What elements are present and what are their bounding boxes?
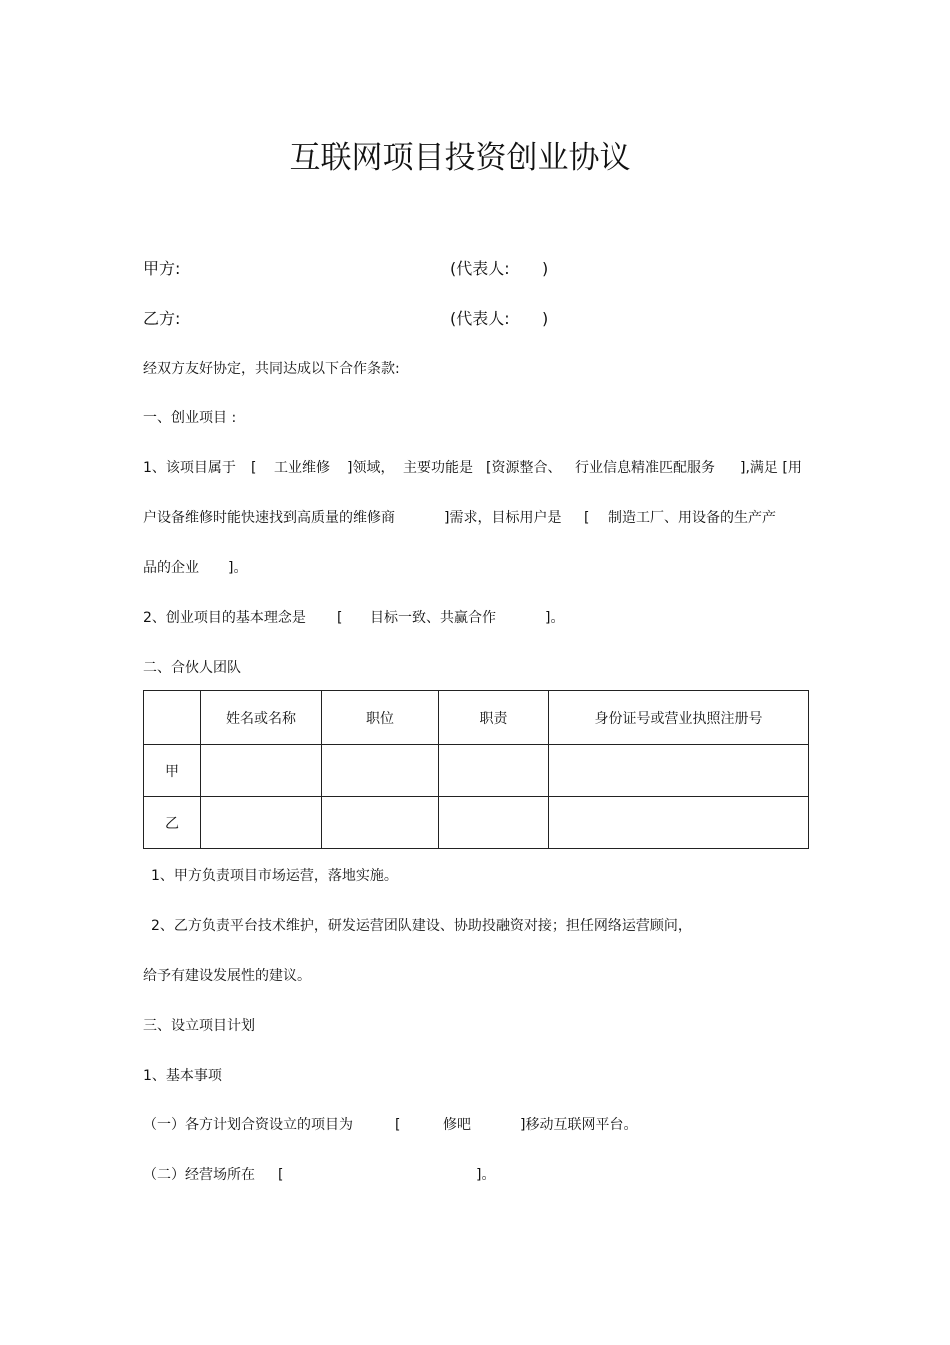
- table-row: [144, 745, 809, 797]
- target-users-field: 品的企业: [143, 560, 199, 576]
- party-b-rep-close: ): [542, 309, 549, 328]
- need-field: 户设备维修时能快速找到高质量的维修商: [143, 510, 395, 526]
- partner-table: [143, 690, 809, 849]
- table-header-cell: 职责: [439, 691, 549, 745]
- plan-item-2: （二）经营场所在: [143, 1167, 255, 1183]
- table-cell: [549, 797, 809, 849]
- item-1-text: ]需求，目标用户是: [444, 510, 562, 526]
- party-b-rep-label: (代表人:: [450, 309, 510, 328]
- table-header-cell: [144, 691, 201, 745]
- section-1-heading: 一、创业项目 :: [143, 410, 237, 426]
- item-1-text: 1、该项目属于: [143, 460, 236, 476]
- table-cell: [439, 797, 549, 849]
- philosophy-field: 目标一致、共赢合作: [370, 610, 496, 626]
- bracket-open: [: [337, 610, 343, 626]
- plan-item-1: （一）各方计划合资设立的项目为: [143, 1117, 353, 1133]
- party-b-label: 乙方:: [143, 309, 181, 328]
- document-title: 互联网项目投资创业协议: [289, 140, 631, 176]
- table-cell: [322, 745, 439, 797]
- table-header-cell: 身份证号或营业执照注册号: [549, 691, 809, 745]
- table-cell: [549, 745, 809, 797]
- table-cell: [201, 745, 322, 797]
- item-1-text: ]领域，: [347, 460, 395, 476]
- basic-matters-heading: 1、基本事项: [143, 1068, 222, 1084]
- project-name-field: 修吧: [443, 1117, 471, 1133]
- table-header-cell: 职位: [322, 691, 439, 745]
- item-2-text: 2、创业项目的基本理念是: [143, 610, 306, 626]
- bracket-open: [: [584, 510, 590, 526]
- party-a-label: 甲方:: [143, 259, 181, 278]
- bracket-open: [: [278, 1167, 284, 1183]
- team-note-2: 2、乙方负责平台技术维护，研发运营团队建设、协助投融资对接；担任网络运营顾问，: [151, 918, 692, 934]
- section-2-heading: 二、合伙人团队: [143, 660, 241, 676]
- table-row-label: 乙: [144, 797, 201, 849]
- industry-field: 工业维修: [274, 460, 330, 476]
- team-note-2-cont: 给予有建设发展性的建议。: [143, 968, 311, 984]
- function-field: [资源整合、: [486, 460, 562, 476]
- party-a-rep-close: ): [542, 259, 549, 278]
- bracket-open: [: [251, 460, 257, 476]
- bracket-open: [: [395, 1117, 401, 1133]
- team-note-1: 1、甲方负责项目市场运营，落地实施。: [151, 868, 398, 884]
- plan-item-1: ]移动互联网平台。: [520, 1117, 638, 1133]
- item-1-text: ],满足 [用: [740, 460, 802, 476]
- table-cell: [322, 797, 439, 849]
- plan-item-2: ]。: [476, 1167, 496, 1183]
- table-row: [144, 797, 809, 849]
- table-header-cell: 姓名或名称: [201, 691, 322, 745]
- section-3-heading: 三、设立项目计划: [143, 1018, 255, 1034]
- item-1-text: ]。: [228, 560, 248, 576]
- table-row-label: 甲: [144, 745, 201, 797]
- intro-text: 经双方友好协定，共同达成以下合作条款:: [143, 361, 400, 377]
- table-cell: [201, 797, 322, 849]
- table-header-row: [144, 691, 809, 745]
- party-a-rep-label: (代表人:: [450, 259, 510, 278]
- function-field: 行业信息精准匹配服务: [575, 460, 715, 476]
- table-cell: [439, 745, 549, 797]
- item-1-text: 主要功能是: [403, 460, 473, 476]
- item-2-text: ]。: [545, 610, 565, 626]
- target-users-field: 制造工厂、用设备的生产产: [608, 510, 776, 526]
